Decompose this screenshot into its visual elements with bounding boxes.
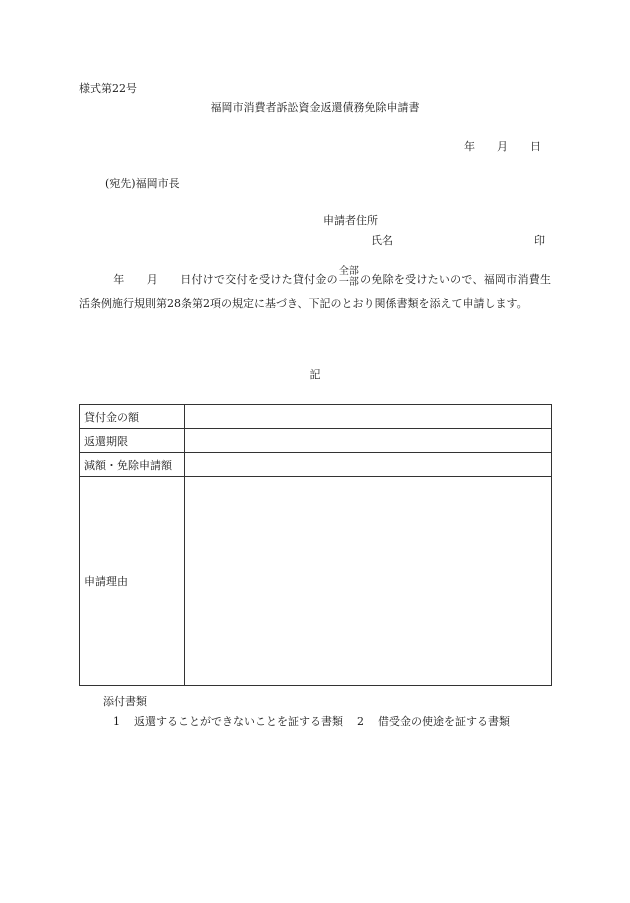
reduction-amount-field[interactable] <box>185 453 552 477</box>
body-year: 年 <box>113 273 125 286</box>
date-line <box>464 141 541 152</box>
loan-amount-label: 貸付金の額 <box>80 405 185 429</box>
date-day-label: 日 <box>530 140 541 153</box>
addressee: (宛先)福岡市長 <box>105 177 180 190</box>
date-month-label: 月 <box>497 140 508 153</box>
body-text-part2: の免除を受けたいので、福岡市消費生活条例施行規則第28条第2項の規定に基づき、下記のとおり関係書類を添えて申請します。 <box>79 273 552 310</box>
document-title: 福岡市消費者訴訟資金返還債務免除申請書 <box>210 101 420 114</box>
table-row <box>80 477 552 686</box>
repayment-deadline-field[interactable] <box>185 429 552 453</box>
fraction-bottom: 一部 <box>338 277 359 288</box>
attachment-num: 1 <box>113 715 120 728</box>
repayment-deadline-label: 返還期限 <box>80 429 185 453</box>
applicant-name-label: 氏名 <box>371 234 393 247</box>
table-row <box>80 429 552 453</box>
body-month: 月 <box>146 273 159 286</box>
attachments-title: 添付書類 <box>103 695 147 708</box>
reduction-amount-label: 減額・免除申請額 <box>80 453 185 477</box>
reason-field[interactable] <box>185 477 552 686</box>
attachments-list <box>113 716 510 727</box>
fraction-top: 全部 <box>338 266 359 277</box>
body-paragraph <box>79 268 551 316</box>
form-number: 様式第22号 <box>79 82 137 95</box>
seal-label: 印 <box>534 234 545 247</box>
attachment-num: 2 <box>357 715 364 728</box>
application-table <box>79 404 552 686</box>
ki-label: 記 <box>309 368 321 381</box>
applicant-address-label: 申請者住所 <box>323 214 378 227</box>
table-row <box>80 405 552 429</box>
body-text-part1: 日付けで交付を受けた貸付金の <box>180 273 338 286</box>
full-partial-fraction <box>339 266 359 288</box>
attachment-item: 借受金の使途を証する書類 <box>378 715 510 728</box>
date-year-label: 年 <box>464 140 475 153</box>
attachment-item: 返還することができないことを証する書類 <box>134 715 343 728</box>
loan-amount-field[interactable] <box>185 405 552 429</box>
reason-label: 申請理由 <box>80 477 185 686</box>
table-row <box>80 453 552 477</box>
